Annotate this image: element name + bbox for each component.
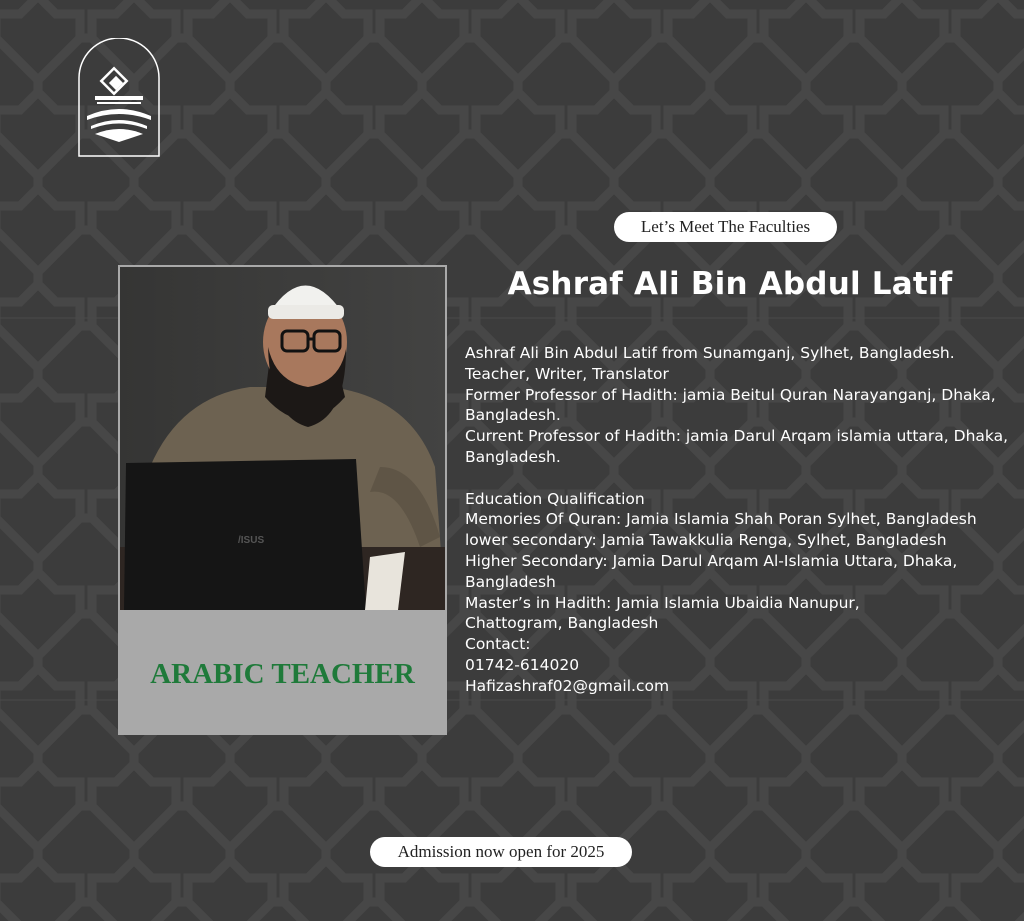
bio-line: Bangladesh. [465, 406, 561, 425]
faculty-photo [120, 267, 445, 610]
bio-line: Chattogram, Bangladesh [465, 614, 659, 633]
bio-line: Teacher, Writer, Translator [465, 364, 669, 383]
bio-line: Bangladesh. [465, 447, 561, 466]
bio-line: lower secondary: Jamia Tawakkulia Renga, Sylhet, Bangladesh [465, 531, 947, 550]
bio-line: Higher Secondary: Jamia Darul Arqam Al-Islamia Uttara, Dhaka, [465, 551, 958, 570]
bio-line: Bangladesh [465, 572, 556, 591]
bio-line: Ashraf Ali Bin Abdul Latif from Sunamganj, Sylhet, Bangladesh. [465, 344, 955, 362]
institution-logo [77, 38, 161, 158]
bio-line: Education Qualification [465, 489, 645, 508]
bio-line: Hafizashraf02@gmail.com [465, 676, 670, 695]
faculties-badge: Let’s Meet The Faculties [614, 212, 837, 242]
bio-line: Master’s in Hadith: Jamia Islamia Ubaidia Nanupur, [465, 593, 860, 612]
admission-badge: Admission now open for 2025 [370, 837, 632, 867]
faculty-name-heading: Ashraf Ali Bin Abdul Latif [507, 266, 953, 302]
role-label: ARABIC TEACHER [150, 658, 415, 690]
svg-text:/ISUS: /ISUS [238, 535, 265, 546]
faculty-photo-card [118, 265, 447, 735]
faculty-bio [465, 343, 1010, 697]
bio-line: Contact: [465, 635, 531, 654]
bio-line: 01742-614020 [465, 655, 580, 674]
bio-spacer [465, 468, 1010, 489]
bio-line: Former Professor of Hadith: jamia Beitul Quran Narayanganj, Dhaka, [465, 385, 996, 404]
bio-line: Memories Of Quran: Jamia Islamia Shah Poran Sylhet, Bangladesh [465, 510, 977, 529]
bio-line: Current Professor of Hadith: jamia Darul Arqam islamia uttara, Dhaka, [465, 427, 1009, 446]
